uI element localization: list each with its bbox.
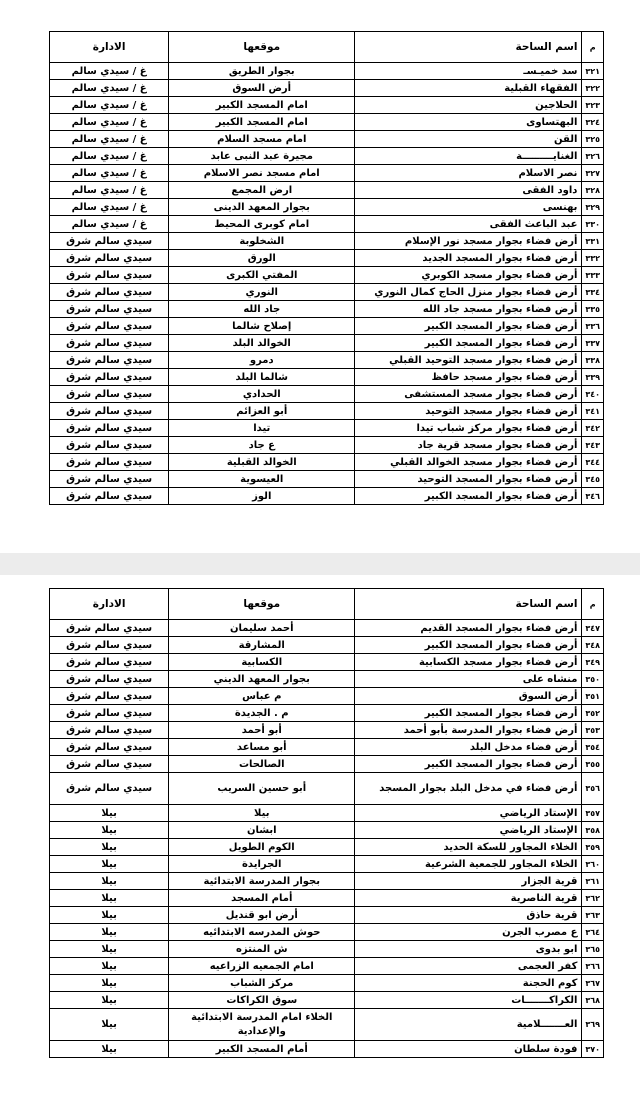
square-name-cell: الغنايـــــــــة <box>355 148 582 165</box>
table-row <box>50 284 604 301</box>
administration-cell: غ / سيدي سالم <box>50 199 169 216</box>
table-row <box>50 637 604 654</box>
location-cell: امام مسجد نصر الاسلام <box>169 165 355 182</box>
location-cell: الخوالد القبلية <box>169 454 355 471</box>
table-row <box>50 267 604 284</box>
administration-cell: غ / سيدي سالم <box>50 80 169 97</box>
table-row <box>50 318 604 335</box>
row-number: ٣٧٠ <box>582 1041 604 1058</box>
row-number: ٣٤٢ <box>582 420 604 437</box>
row-number: ٣٤٥ <box>582 471 604 488</box>
location-cell: ش المنتزه <box>169 941 355 958</box>
table-row <box>50 454 604 471</box>
administration-cell: سيدي سالم شرق <box>50 454 169 471</box>
squares-table-2 <box>49 588 604 1058</box>
header-location: موقعها <box>169 32 355 63</box>
square-name-cell: أرض فضاء بجوار مسجد الكسابية <box>355 654 582 671</box>
table-row <box>50 216 604 233</box>
row-number: ٣٣٩ <box>582 369 604 386</box>
square-name-cell: أرض فضاء بجوار المسجد الكبير <box>355 756 582 773</box>
row-number: ٣٢٨ <box>582 182 604 199</box>
row-number: ٣٣٧ <box>582 335 604 352</box>
table-row <box>50 992 604 1009</box>
table-row <box>50 386 604 403</box>
location-cell: الوز <box>169 488 355 505</box>
location-cell: الحدادي <box>169 386 355 403</box>
administration-cell: غ / سيدي سالم <box>50 114 169 131</box>
administration-cell: سيدي سالم شرق <box>50 437 169 454</box>
table-row <box>50 250 604 267</box>
table-row <box>50 873 604 890</box>
row-number: ٣٣٠ <box>582 216 604 233</box>
location-cell: مجيرة عبد النبى عابد <box>169 148 355 165</box>
row-number: ٣٤٩ <box>582 654 604 671</box>
administration-cell: سيدي سالم شرق <box>50 773 169 805</box>
row-number: ٣٦٣ <box>582 907 604 924</box>
administration-cell: غ / سيدي سالم <box>50 131 169 148</box>
row-number: ٣٦٥ <box>582 941 604 958</box>
administration-cell: بيلا <box>50 907 169 924</box>
table-row <box>50 688 604 705</box>
table-row <box>50 739 604 756</box>
table-row <box>50 437 604 454</box>
square-name-cell: أرض فضاء بجوار مركز شباب تيدا <box>355 420 582 437</box>
square-name-cell: قرية حاذق <box>355 907 582 924</box>
square-name-cell: أرض فضاء بجوار المدرسة بأبو أحمد <box>355 722 582 739</box>
table-row <box>50 822 604 839</box>
table-row <box>50 705 604 722</box>
administration-cell: بيلا <box>50 924 169 941</box>
administration-cell: سيدي سالم شرق <box>50 722 169 739</box>
square-name-cell: أرض فضاء بجوار مسجد نور الإسلام <box>355 233 582 250</box>
location-cell: أرض ابو قنديل <box>169 907 355 924</box>
table-row <box>50 114 604 131</box>
administration-cell: سيدي سالم شرق <box>50 705 169 722</box>
row-number: ٣٣٨ <box>582 352 604 369</box>
administration-cell: بيلا <box>50 805 169 822</box>
square-name-cell: أرض فضاء بجوار المسجد الكبير <box>355 637 582 654</box>
administration-cell: بيلا <box>50 873 169 890</box>
table-row <box>50 131 604 148</box>
row-number: ٣٦٧ <box>582 975 604 992</box>
square-name-cell: أرض فضاء بجوار المسجد الكبير <box>355 705 582 722</box>
square-name-cell: أرض فضاء بجوار المسجد الكبير <box>355 318 582 335</box>
row-number: ٣٥١ <box>582 688 604 705</box>
administration-cell: سيدي سالم شرق <box>50 335 169 352</box>
square-name-cell: بهنسى <box>355 199 582 216</box>
square-name-cell: أرض فضاء في مدخل البلد بجوار المسجد <box>355 773 582 805</box>
administration-cell: بيلا <box>50 1041 169 1058</box>
square-name-cell: فودة سلطان <box>355 1041 582 1058</box>
square-name-cell: الإستاد الرياضي <box>355 822 582 839</box>
row-number: ٣٤٦ <box>582 488 604 505</box>
row-number: ٣٤٠ <box>582 386 604 403</box>
table-row <box>50 620 604 637</box>
administration-cell: سيدي سالم شرق <box>50 637 169 654</box>
row-number: ٣٢٢ <box>582 80 604 97</box>
table-row <box>50 722 604 739</box>
table-row <box>50 369 604 386</box>
row-number: ٣٥٢ <box>582 705 604 722</box>
square-name-cell: أرض فضاء بجوار المسجد الكبير <box>355 488 582 505</box>
location-cell: امام كوبرى المحيط <box>169 216 355 233</box>
squares-table-1 <box>49 31 604 505</box>
row-number: ٣٦٨ <box>582 992 604 1009</box>
location-cell: إصلاح شالما <box>169 318 355 335</box>
location-cell: امام المسجد الكبير <box>169 97 355 114</box>
row-number: ٣٢٣ <box>582 97 604 114</box>
administration-cell: بيلا <box>50 941 169 958</box>
table-row <box>50 839 604 856</box>
location-cell: سوق الكراكات <box>169 992 355 1009</box>
administration-cell: سيدي سالم شرق <box>50 403 169 420</box>
table-row <box>50 756 604 773</box>
administration-cell: سيدي سالم شرق <box>50 301 169 318</box>
square-name-cell: سد خميـسـ <box>355 63 582 80</box>
table-row <box>50 773 604 805</box>
location-cell: شالما البلد <box>169 369 355 386</box>
row-number: ٣٤٤ <box>582 454 604 471</box>
row-number: ٣٥٥ <box>582 756 604 773</box>
location-cell: م عباس <box>169 688 355 705</box>
location-cell: امام المسجد الكبير <box>169 114 355 131</box>
header-square-name: اسم الساحة <box>355 589 582 620</box>
location-cell: امام مسجد السلام <box>169 131 355 148</box>
location-cell: بجوار المعهد الدينى <box>169 199 355 216</box>
square-name-cell: أرض فضاء بجوار مسجد حافظ <box>355 369 582 386</box>
location-cell: الجرايدة <box>169 856 355 873</box>
location-cell: دمرو <box>169 352 355 369</box>
row-number: ٣٦٩ <box>582 1009 604 1041</box>
row-number: ٣٤٨ <box>582 637 604 654</box>
square-name-cell: القن <box>355 131 582 148</box>
administration-cell: سيدي سالم شرق <box>50 671 169 688</box>
square-name-cell: الخلاء المجاور للجمعية الشرعية <box>355 856 582 873</box>
row-number: ٣٦٠ <box>582 856 604 873</box>
document-page-1 <box>0 0 640 553</box>
row-number: ٣٣٣ <box>582 267 604 284</box>
table-row <box>50 671 604 688</box>
table-row <box>50 301 604 318</box>
administration-cell: بيلا <box>50 992 169 1009</box>
row-number: ٣٥٧ <box>582 805 604 822</box>
square-name-cell: عبد الباعث الفقى <box>355 216 582 233</box>
table-row <box>50 1009 604 1041</box>
row-number: ٣٦١ <box>582 873 604 890</box>
administration-cell: سيدي سالم شرق <box>50 688 169 705</box>
row-number: ٣٦٢ <box>582 890 604 907</box>
administration-cell: سيدي سالم شرق <box>50 250 169 267</box>
administration-cell: سيدي سالم شرق <box>50 471 169 488</box>
table-row <box>50 182 604 199</box>
administration-cell: بيلا <box>50 1009 169 1041</box>
header-location: موقعها <box>169 589 355 620</box>
row-number: ٣٤٣ <box>582 437 604 454</box>
table-row <box>50 352 604 369</box>
square-name-cell: أرض فضاء بجوار مسجد التوحيد القبلي <box>355 352 582 369</box>
administration-cell: سيدي سالم شرق <box>50 267 169 284</box>
square-name-cell: ابو بدوى <box>355 941 582 958</box>
table-row <box>50 907 604 924</box>
square-name-cell: أرض فضاء بجوار المسجد القديم <box>355 620 582 637</box>
location-cell: بجوار الطريق <box>169 63 355 80</box>
administration-cell: سيدي سالم شرق <box>50 369 169 386</box>
row-number: ٣٣٦ <box>582 318 604 335</box>
square-name-cell: العـــــــلامية <box>355 1009 582 1041</box>
square-name-cell: أرض فضاء بجوار مسجد التوحيد <box>355 403 582 420</box>
table-row <box>50 403 604 420</box>
administration-cell: سيدي سالم شرق <box>50 352 169 369</box>
administration-cell: سيدي سالم شرق <box>50 620 169 637</box>
administration-cell: غ / سيدي سالم <box>50 148 169 165</box>
row-number: ٣٣٢ <box>582 250 604 267</box>
administration-cell: غ / سيدي سالم <box>50 216 169 233</box>
administration-cell: سيدي سالم شرق <box>50 233 169 250</box>
administration-cell: سيدي سالم شرق <box>50 386 169 403</box>
table-row <box>50 924 604 941</box>
table-row <box>50 80 604 97</box>
table-row <box>50 97 604 114</box>
location-cell: الخوالد البلد <box>169 335 355 352</box>
location-cell: بجوار المعهد الديني <box>169 671 355 688</box>
square-name-cell: البهتساوى <box>355 114 582 131</box>
table-row <box>50 1041 604 1058</box>
location-cell: أبو أحمد <box>169 722 355 739</box>
row-number: ٣٦٤ <box>582 924 604 941</box>
table-row <box>50 233 604 250</box>
square-name-cell: قرية الجزار <box>355 873 582 890</box>
table-row <box>50 148 604 165</box>
square-name-cell: أرض فضاء بجوار مسجد المستشفى <box>355 386 582 403</box>
administration-cell: غ / سيدي سالم <box>50 182 169 199</box>
location-cell: أبو حسين السريب <box>169 773 355 805</box>
location-cell: جاد الله <box>169 301 355 318</box>
location-cell: ع جاد <box>169 437 355 454</box>
location-cell: المشارقة <box>169 637 355 654</box>
location-cell: الشخلوبة <box>169 233 355 250</box>
square-name-cell: أرض فضاء بجوار منزل الحاج كمال النوري <box>355 284 582 301</box>
square-name-cell: أرض فضاء بجوار مسجد الخوالد القبلي <box>355 454 582 471</box>
row-number: ٣٥٣ <box>582 722 604 739</box>
location-cell: بجوار المدرسة الابتدائية <box>169 873 355 890</box>
location-cell: مركز الشباب <box>169 975 355 992</box>
table-row <box>50 420 604 437</box>
table-row <box>50 335 604 352</box>
location-cell: العيسوية <box>169 471 355 488</box>
administration-cell: سيدي سالم شرق <box>50 488 169 505</box>
administration-cell: سيدي سالم شرق <box>50 420 169 437</box>
location-cell: المفتي الكبرى <box>169 267 355 284</box>
location-cell: الصالحات <box>169 756 355 773</box>
square-name-cell: قرية الناصرية <box>355 890 582 907</box>
header-administration: الادارة <box>50 32 169 63</box>
square-name-cell: أرض فضاء بجوار المسجد التوحيد <box>355 471 582 488</box>
location-cell: أرض السوق <box>169 80 355 97</box>
table-row <box>50 199 604 216</box>
location-cell: حوش المدرسه الابتدائيه <box>169 924 355 941</box>
row-number: ٣٢٧ <box>582 165 604 182</box>
location-cell: م . الجديدة <box>169 705 355 722</box>
document-page-2 <box>0 575 640 1114</box>
square-name-cell: أرض فضاء بجوار المسجد الجديد <box>355 250 582 267</box>
header-number: م <box>582 589 604 620</box>
square-name-cell: أرض السوق <box>355 688 582 705</box>
table-header-row <box>50 589 604 620</box>
administration-cell: غ / سيدي سالم <box>50 165 169 182</box>
square-name-cell: أرض فضاء مدخل البلد <box>355 739 582 756</box>
square-name-cell: أرض فضاء بجوار المسجد الكبير <box>355 335 582 352</box>
table-row <box>50 63 604 80</box>
location-cell: امام الجمعيه الزراعيه <box>169 958 355 975</box>
header-administration: الادارة <box>50 589 169 620</box>
location-cell: أمام المسجد الكبير <box>169 1041 355 1058</box>
row-number: ٣٤١ <box>582 403 604 420</box>
header-number: م <box>582 32 604 63</box>
row-number: ٣٢١ <box>582 63 604 80</box>
square-name-cell: داود الفقى <box>355 182 582 199</box>
row-number: ٣٤٧ <box>582 620 604 637</box>
square-name-cell: الفقهاء القبلية <box>355 80 582 97</box>
table-row <box>50 856 604 873</box>
administration-cell: غ / سيدي سالم <box>50 97 169 114</box>
square-name-cell: أرض فضاء بجوار مسجد الكوبري <box>355 267 582 284</box>
location-cell: ابشان <box>169 822 355 839</box>
administration-cell: بيلا <box>50 822 169 839</box>
table-row <box>50 488 604 505</box>
row-number: ٣٥٤ <box>582 739 604 756</box>
administration-cell: بيلا <box>50 856 169 873</box>
table-header-row <box>50 32 604 63</box>
row-number: ٣٣٤ <box>582 284 604 301</box>
location-cell: أحمد سليمان <box>169 620 355 637</box>
row-number: ٣٢٦ <box>582 148 604 165</box>
table-row <box>50 975 604 992</box>
location-cell: بيلا <box>169 805 355 822</box>
administration-cell: بيلا <box>50 839 169 856</box>
location-cell: الكسابية <box>169 654 355 671</box>
square-name-cell: منشاه على <box>355 671 582 688</box>
administration-cell: بيلا <box>50 975 169 992</box>
administration-cell: غ / سيدي سالم <box>50 63 169 80</box>
table-row <box>50 958 604 975</box>
administration-cell: سيدي سالم شرق <box>50 739 169 756</box>
location-cell: الكوم الطويل <box>169 839 355 856</box>
square-name-cell: أرض فضاء بجوار مسجد جاد الله <box>355 301 582 318</box>
table-row <box>50 165 604 182</box>
location-cell: الخلاء امام المدرسة الابتدائية والإعدادية <box>169 1009 355 1041</box>
administration-cell: بيلا <box>50 890 169 907</box>
administration-cell: سيدي سالم شرق <box>50 756 169 773</box>
row-number: ٣٥٩ <box>582 839 604 856</box>
administration-cell: سيدي سالم شرق <box>50 318 169 335</box>
row-number: ٣٣١ <box>582 233 604 250</box>
row-number: ٣٢٤ <box>582 114 604 131</box>
location-cell: النوري <box>169 284 355 301</box>
square-name-cell: الحلاجين <box>355 97 582 114</box>
location-cell: ارض المجمع <box>169 182 355 199</box>
square-name-cell: أرض فضاء بجوار مسجد قرية جاد <box>355 437 582 454</box>
location-cell: الورق <box>169 250 355 267</box>
square-name-cell: الخلاء المجاور للسكة الحديد <box>355 839 582 856</box>
square-name-cell: الكراكـــــــات <box>355 992 582 1009</box>
administration-cell: سيدي سالم شرق <box>50 654 169 671</box>
row-number: ٣٥٨ <box>582 822 604 839</box>
location-cell: أبو العزائم <box>169 403 355 420</box>
row-number: ٣٦٦ <box>582 958 604 975</box>
location-cell: أمام المسجد <box>169 890 355 907</box>
row-number: ٣٢٥ <box>582 131 604 148</box>
table-row <box>50 654 604 671</box>
table-row <box>50 471 604 488</box>
table-row <box>50 941 604 958</box>
row-number: ٣٥٠ <box>582 671 604 688</box>
table-row <box>50 805 604 822</box>
location-cell: تيدا <box>169 420 355 437</box>
row-number: ٣٥٦ <box>582 773 604 805</box>
square-name-cell: نصر الاسلام <box>355 165 582 182</box>
square-name-cell: الإستاد الرياضي <box>355 805 582 822</box>
administration-cell: سيدي سالم شرق <box>50 284 169 301</box>
row-number: ٣٣٥ <box>582 301 604 318</box>
square-name-cell: ع مصرب الجرن <box>355 924 582 941</box>
location-cell: أبو مساعد <box>169 739 355 756</box>
table-row <box>50 890 604 907</box>
square-name-cell: كوم الحجنة <box>355 975 582 992</box>
row-number: ٣٢٩ <box>582 199 604 216</box>
square-name-cell: كفر العجمى <box>355 958 582 975</box>
header-square-name: اسم الساحة <box>355 32 582 63</box>
administration-cell: بيلا <box>50 958 169 975</box>
